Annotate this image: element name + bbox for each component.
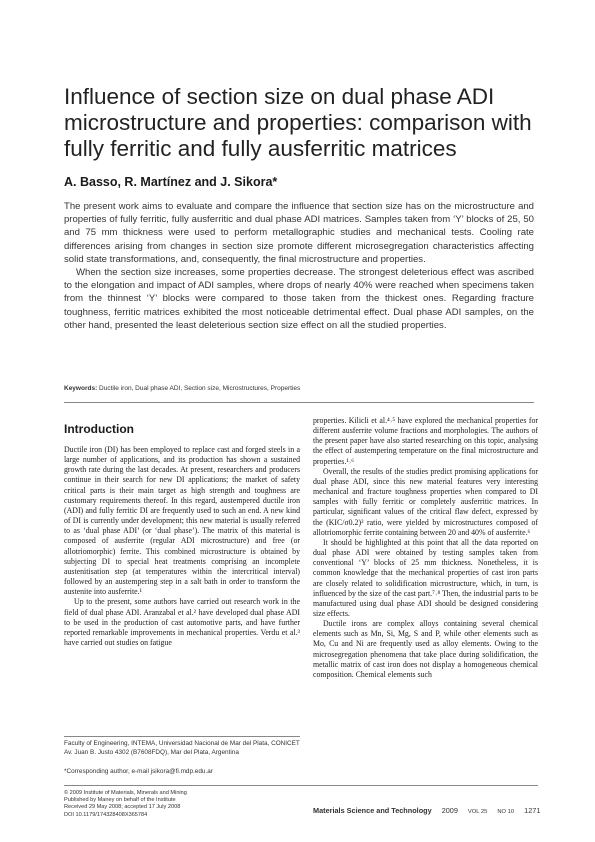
left-column [64, 420, 300, 648]
body-paragraph: Ductile irons are complex alloys containing several chemical elements such as Mn, Si, Mg, S and P, while other elements such as Mo, Cu and Ni are frequently used as alloy elements. Owing to the microsegregation phenomena that take place during solidification, the metallic matrix of cast iron does not display a homogeneous chemical composition. Chemical elements such [313, 619, 538, 679]
authors: A. Basso, R. Martínez and J. Sikora* [64, 175, 278, 189]
copyright-block [64, 790, 304, 819]
abstract [64, 200, 534, 332]
keywords [64, 385, 534, 392]
body-paragraph: Overall, the results of the studies predict promising applications for dual phase ADI, since this new material features very interesting mechanical and fracture toughness properties when compared to DI samples with fully ferritic or completely ausferritic matrices. In particular, significant values of the critical flaw defect, expressed by the (KIC/σ0.2)² ratio, were yielded by microstructures composed of allotriomorphic ferrite containing between 20 and 40% of ausferrite.⁶ [313, 466, 538, 537]
right-column [313, 416, 538, 680]
keywords-list: Ductile iron, Dual phase ADI, Section size, Microstructures, Properties [99, 385, 301, 392]
body-paragraph: properties. Kilicli et al.⁴˒⁵ have explored the mechanical properties for different ausferrite volume fractions and morphologies. The authors of the present paper have also started researching on this topic, analysing the effect of austempering temperature on the final microstructure and properties.¹˒⁶ [313, 416, 538, 466]
affiliation: Faculty of Engineering, INTEMA, Universidad Nacional de Mar del Plata, CONICET Av. Juan B. Justo 4302 (B7608FDQ), Mar del Plata, Argentina [64, 740, 300, 756]
abstract-paragraph: The present work aims to evaluate and compare the influence that section size has on the microstructure and properties of fully ferritic, fully ausferritic and dual phase ADI matrices. Samples taken from ‘Y’ blocks of 25, 50 and 75 mm thickness were used to perform metallographic studies and mechanical tests. Cooling rate differences arising from changes in section size promote different microsegregation characteristics affecting solid state transformations, and, consequently, the final microstructure and properties. [64, 201, 534, 265]
received-line: Received 29 May 2008; accepted 17 July 2008 [64, 804, 181, 811]
page-number: 1271 [524, 806, 541, 815]
footer-divider [64, 785, 538, 786]
publisher-line: Published by Maney on behalf of the Institute [64, 797, 176, 804]
paper-title: Influence of section size on dual phase ADI microstructure and properties: comparison with fully ferritic and fully ausferritic matrices [64, 84, 532, 161]
volume: VOL 25 [467, 809, 488, 815]
divider [64, 402, 534, 403]
keywords-label: Keywords: [64, 385, 98, 392]
corresponding-author: *Corresponding author, e-mail jsikora@fi.mdp.edu.ar [64, 768, 213, 775]
body-paragraph: Ductile iron (DI) has been employed to replace cast and forged steels in a large number of applications, and its production has shown a sustained growth rate during the last decades. At present, researchers and producers continue in their search for new DI applications; the market of safety critical parts is their main target as high strength and toughness are customary requirements thereof. In this regard, austempered ductile iron (ADI) and fully ferritic DI are frequently used to such an end. A new kind of DI is currently under development; this new material is usually referred to as ‘dual phase ADI’ (or ‘dual phase’). The matrix of this material is composed of ausferrite (regular ADI microstructure) and free (or allotriomorphic) ferrite. This combined microstructure is obtained by subjecting DI to special heat treatments comprising an incomplete austenitisation step (at temperatures within the intercritical interval) followed by an austempering step in a salt bath in order to transform the austenite into ausferrite.¹ [64, 445, 300, 597]
copyright-line: © 2009 Institute of Materials, Minerals and Mining [64, 790, 187, 796]
year: 2009 [441, 806, 458, 815]
section-heading-introduction: Introduction [64, 422, 134, 436]
page-footer [313, 806, 543, 815]
footnote-divider [64, 736, 300, 737]
doi-line: DOI 10.1179/174328408X365784 [64, 811, 148, 818]
journal-name: Materials Science and Technology [313, 806, 432, 815]
issue: NO 10 [497, 809, 515, 815]
body-paragraph: Up to the present, some authors have carried out research work in the field of dual phase ADI. Aranzabal et al.² have developed dual phase ADI to be used in the production of cast automotive parts, and have further reported remarkable improvements in mechanical properties. Verdu et al.³ have carried out studies on fatigue [64, 597, 300, 647]
abstract-paragraph: When the section size increases, some properties decrease. The strongest deleterious effect was ascribed to the elongation and impact of ADI samples, where drops of nearly 40% were reached when specimens taken from the thinnest ‘Y’ blocks were compared to those taken from the thickest ones. Regarding fracture toughness, ferritic matrices exhibited the most noticeable detrimental effect. Dual phase ADI samples, on the other hand, presented the least deleterious section size effect on all the studied properties. [64, 267, 534, 331]
body-paragraph: It should be highlighted at this point that all the data reported on dual phase ADI were obtained by testing samples taken from conventional ‘Y’ blocks of 25 mm thickness. Nonetheless, it is common knowledge that the mechanical properties of cast iron parts are closely related to solidification microstructure, which, in turn, is influenced by the size of the cast part.⁷˒⁸ Then, the industrial parts to be manufactured using dual phase ADI should be designed considering size effects. [313, 537, 538, 618]
